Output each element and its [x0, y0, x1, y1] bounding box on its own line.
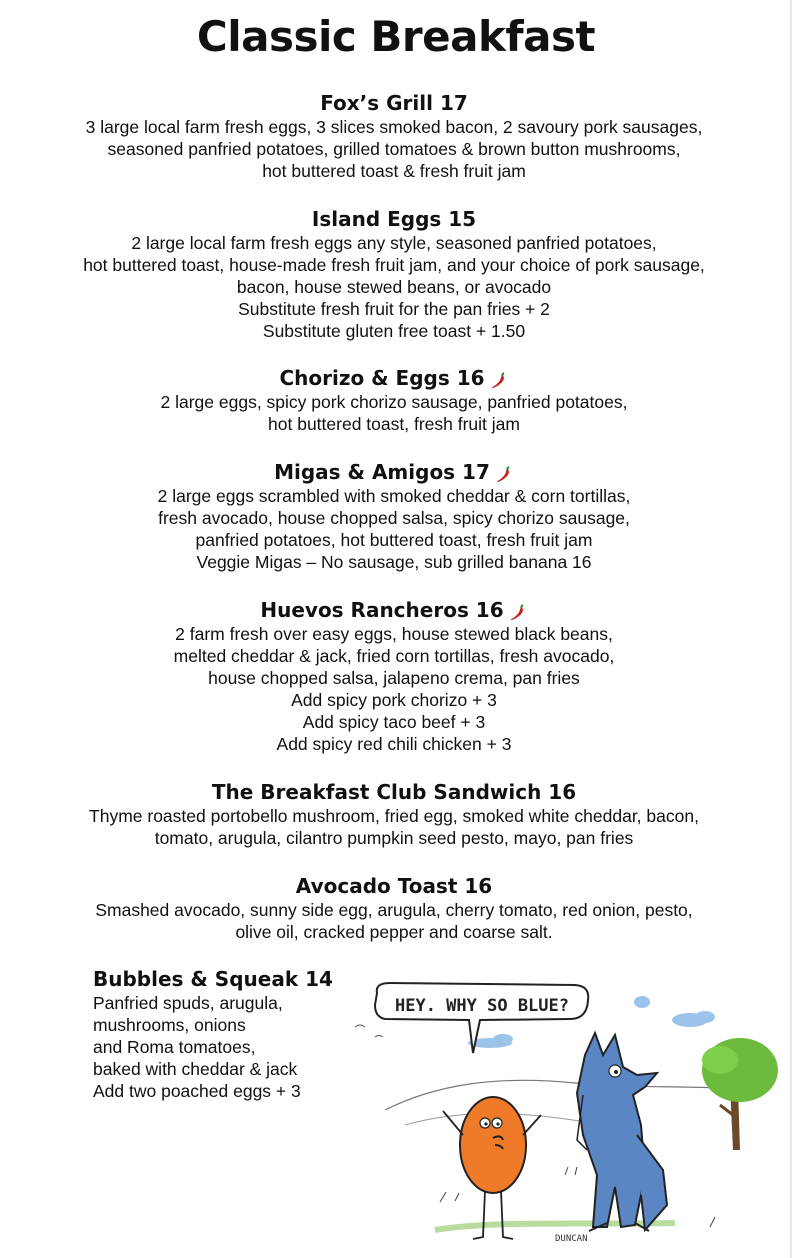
menu-item-huevos-rancheros	[0, 597, 788, 755]
item-line: Substitute gluten free toast + 1.50	[262, 321, 526, 341]
egg-character	[443, 1097, 541, 1239]
item-line: melted cheddar & jack, fried corn tortillas, fresh avocado,	[173, 646, 615, 666]
cloud-icon	[672, 1011, 715, 1027]
item-title: Avocado Toast 16	[295, 874, 493, 898]
item-line: 2 large eggs scrambled with smoked cheddar & corn tortillas,	[157, 486, 631, 506]
item-line: fresh avocado, house chopped salsa, spicy chorizo sausage,	[158, 508, 630, 528]
chili-pepper-icon	[494, 464, 514, 484]
item-title: Bubbles & Squeak 14	[93, 967, 333, 991]
item-line: seasoned panfried potatoes, grilled tomatoes & brown button mushrooms,	[107, 139, 681, 159]
item-line: 2 large eggs, spicy pork chorizo sausage, panfried potatoes,	[160, 392, 628, 412]
item-line: and Roma tomatoes,	[93, 1037, 256, 1057]
menu-item-foxs-grill	[0, 90, 788, 182]
item-line: Thyme roasted portobello mushroom, fried egg, smoked white cheddar, bacon,	[89, 806, 699, 826]
item-line: Smashed avocado, sunny side egg, arugula, cherry tomato, red onion, pesto,	[95, 900, 693, 920]
artist-signature: DUNCAN	[555, 1234, 588, 1244]
item-line: baked with cheddar & jack	[93, 1059, 298, 1079]
speech-text: HEY. WHY SO BLUE?	[395, 996, 569, 1016]
menu-item-avocado-toast	[0, 873, 788, 943]
wolf-character	[577, 1033, 667, 1231]
item-title-row	[0, 459, 788, 485]
item-title-row	[0, 365, 788, 391]
item-line: Add spicy red chili chicken + 3	[276, 734, 512, 754]
menu-item-breakfast-club-sandwich	[0, 779, 788, 849]
menu-item-migas-amigos	[0, 459, 788, 573]
tree-icon	[702, 1038, 778, 1150]
item-line: hot buttered toast, fresh fruit jam	[268, 414, 520, 434]
item-line: Add two poached eggs + 3	[93, 1081, 301, 1101]
item-line: bacon, house stewed beans, or avocado	[236, 277, 552, 297]
item-title: Huevos Rancheros 16	[260, 598, 504, 622]
item-line: Add spicy taco beef + 3	[302, 712, 486, 732]
menu-item-bubbles-squeak	[93, 966, 353, 1102]
item-line: mushrooms, onions	[93, 1015, 246, 1035]
item-line: 2 large local farm fresh eggs any style, seasoned panfried potatoes,	[131, 233, 657, 253]
item-line: house chopped salsa, jalapeno crema, pan fries	[208, 668, 580, 688]
item-line: Panfried spuds, arugula,	[93, 993, 283, 1013]
item-title: Migas & Amigos 17	[274, 460, 490, 484]
item-line: Veggie Migas – No sausage, sub grilled banana 16	[196, 552, 592, 572]
item-line: tomato, arugula, cilantro pumpkin seed pesto, mayo, pan fries	[154, 828, 634, 848]
item-title: Fox’s Grill 17	[320, 91, 468, 115]
cloud-icon	[634, 996, 650, 1008]
item-title-row	[0, 597, 788, 623]
item-line: 2 farm fresh over easy eggs, house stewed black beans,	[175, 624, 613, 644]
item-title: Island Eggs 15	[311, 207, 477, 231]
chili-pepper-icon	[508, 602, 528, 622]
item-line: Substitute fresh fruit for the pan fries + 2	[238, 299, 550, 319]
cartoon-illustration	[345, 975, 785, 1250]
item-line: hot buttered toast & fresh fruit jam	[262, 161, 526, 181]
item-line: panfried potatoes, hot buttered toast, fresh fruit jam	[195, 530, 593, 550]
menu-item-chorizo-eggs	[0, 365, 788, 435]
item-line: hot buttered toast, house-made fresh fruit jam, and your choice of pork sausage,	[83, 255, 705, 275]
item-title: The Breakfast Club Sandwich 16	[211, 780, 577, 804]
menu-item-island-eggs	[0, 206, 788, 342]
item-title: Chorizo & Eggs 16	[279, 366, 485, 390]
chili-pepper-icon	[489, 370, 509, 390]
item-line: olive oil, cracked pepper and coarse salt.	[235, 922, 553, 942]
item-line: 3 large local farm fresh eggs, 3 slices smoked bacon, 2 savoury pork sausages,	[85, 117, 703, 137]
menu-title: Classic Breakfast	[196, 12, 596, 61]
item-line: Add spicy pork chorizo + 3	[291, 690, 497, 710]
